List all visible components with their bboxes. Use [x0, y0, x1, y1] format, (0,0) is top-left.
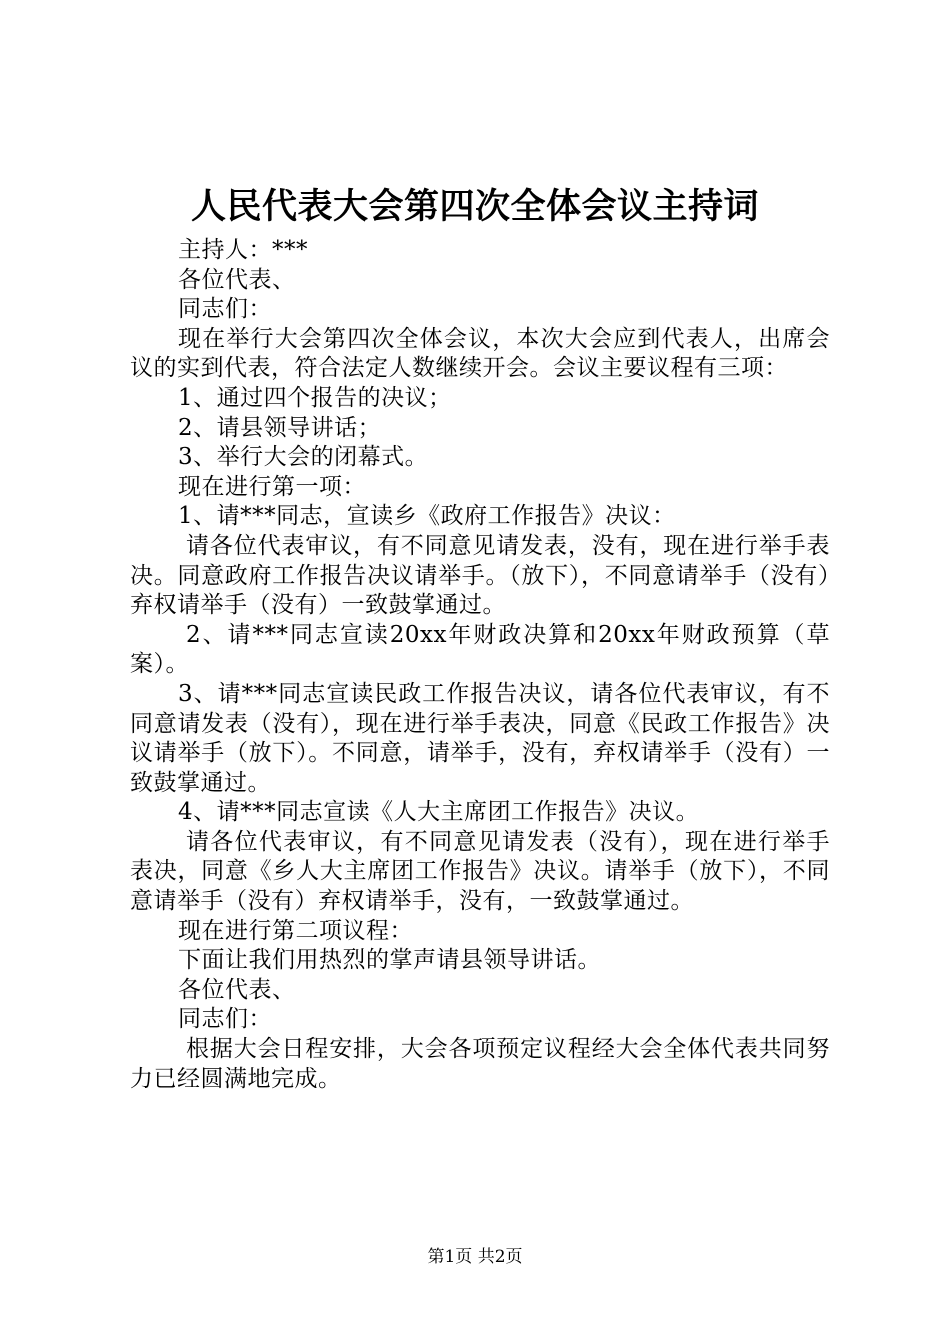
agenda-item-1: 1、通过四个报告的决议； [178, 384, 452, 411]
closing-paragraph: 根据大会日程安排，大会各项预定议程经大会全体代表共同努力已经圆满地完成。 [130, 1036, 830, 1092]
step-3-reading-vote: 3、请***同志宣读民政工作报告决议，请各位代表审议，有不同意请发表（没有），现在进行举手表决，同意《民政工作报告》决议请举手（放下）。不同意，请举手，没有，弃权请举手（没有）一致鼓掌通过。 [130, 680, 830, 796]
document-body [130, 236, 830, 1094]
step-1-reading: 1、请***同志，宣读乡《政府工作报告》决议： [178, 503, 676, 530]
second-item-heading: 现在进行第二项议程： [178, 917, 413, 944]
agenda-item-2: 2、请县领导讲话； [178, 414, 382, 441]
agenda-item-3: 3、举行大会的闭幕式。 [178, 444, 429, 471]
host-line: 主持人：*** [178, 237, 308, 263]
salutation-delegates: 各位代表、 [178, 266, 296, 293]
step-1-vote: 请各位代表审议，有不同意见请发表，没有，现在进行举手表决。同意政府工作报告决议请举手。（放下），不同意请举手（没有）弃权请举手（没有）一致鼓掌通过。 [130, 532, 830, 619]
opening-paragraph: 现在举行大会第四次全体会议，本次大会应到代表人，出席会议的实到代表，符合法定人数继续开会。会议主要议程有三项： [130, 325, 830, 382]
salutation-comrades-2: 同志们： [178, 1006, 272, 1033]
step-2-reading: 2、请***同志宣读20xx年财政决算和20xx年财政预算（草案）。 [130, 621, 830, 678]
page-title: 人民代表大会第四次全体会议主持词 [190, 186, 759, 227]
salutation-delegates-2: 各位代表、 [178, 976, 296, 1003]
first-item-heading: 现在进行第一项： [178, 473, 366, 500]
step-4-reading: 4、请***同志宣读《人大主席团工作报告》决议。 [178, 799, 700, 826]
step-4-vote: 请各位代表审议，有不同意见请发表（没有），现在进行举手表决，同意《乡人大主席团工作报告》决议。请举手（放下），不同意请举手（没有）弃权请举手，没有，一致鼓掌通过。 [130, 828, 830, 915]
leader-speech-intro: 下面让我们用热烈的掌声请县领导讲话。 [178, 947, 601, 974]
salutation-comrades: 同志们： [178, 296, 272, 323]
page-footer: 第1页 共2页 [427, 1247, 523, 1267]
